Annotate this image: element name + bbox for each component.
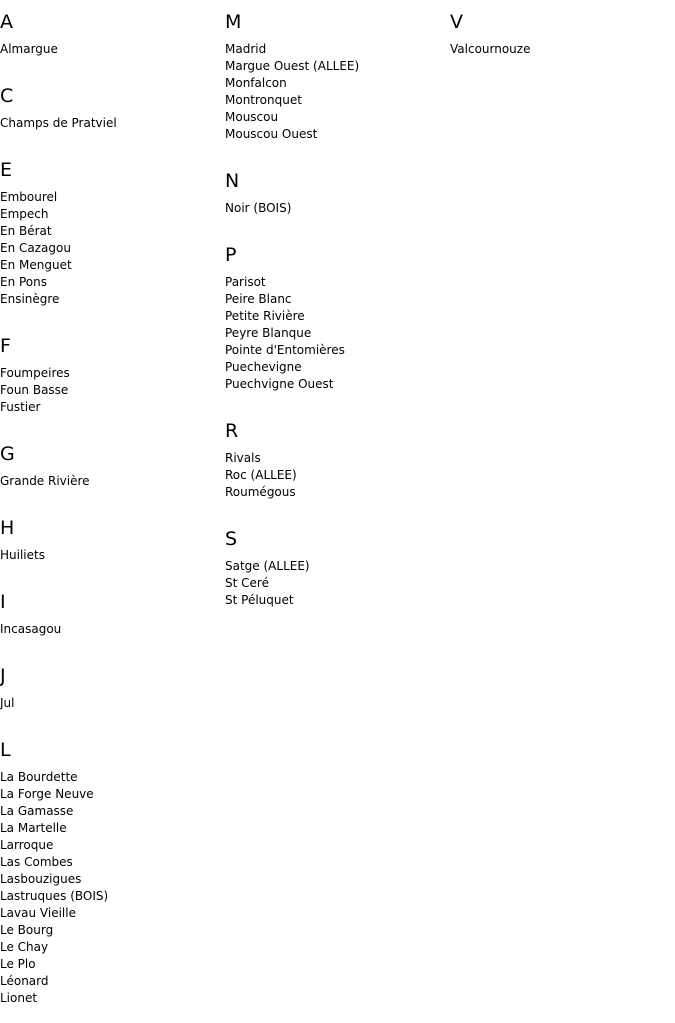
place-list [0,473,220,490]
place-link[interactable]: St Péluquet [225,593,294,607]
place-link[interactable]: Satge (ALLEE) [225,559,310,573]
place-link[interactable]: Rivals [225,451,261,465]
place-link[interactable]: Lavau Vieille [0,906,76,920]
place-link[interactable]: Montronquet [225,93,302,107]
letter-heading: G [0,443,15,465]
letter-group-p [225,233,445,393]
place-link[interactable]: En Bérat [0,224,52,238]
place-link[interactable]: En Menguet [0,258,72,272]
letter-group-n [225,159,445,217]
place-link[interactable]: Madrid [225,42,267,56]
place-link[interactable]: Valcournouze [450,42,531,56]
letter-group-m [225,0,445,143]
index-column [0,0,220,1023]
letter-heading: P [225,244,237,266]
place-link[interactable]: Monfalcon [225,76,287,90]
place-link[interactable]: Jul [0,696,15,710]
letter-group-r [225,409,445,501]
place-link[interactable]: La Bourdette [0,770,78,784]
place-link[interactable]: Le Bourg [0,923,54,937]
place-link[interactable]: Petite Rivière [225,309,305,323]
letter-heading: S [225,528,238,550]
place-link[interactable]: Fustier [0,400,41,414]
letter-group-f [0,324,220,416]
letter-heading: V [450,11,463,33]
place-link[interactable]: Mouscou Ouest [225,127,318,141]
place-link[interactable]: Champs de Pratviel [0,116,117,130]
letter-heading: J [0,665,6,687]
place-link[interactable]: Foumpeires [0,366,70,380]
letter-heading: F [0,335,11,357]
letter-group-g [0,432,220,490]
place-link[interactable]: Puechvigne Ouest [225,377,334,391]
place-link[interactable]: Incasagou [0,622,62,636]
place-link[interactable]: Lionet [0,991,38,1005]
letter-heading: I [0,591,6,613]
index-column [450,0,670,74]
place-link[interactable]: La Gamasse [0,804,74,818]
place-link[interactable]: La Forge Neuve [0,787,94,801]
place-link[interactable]: Grande Rivière [0,474,90,488]
place-list [225,200,445,217]
place-link[interactable]: Las Combes [0,855,73,869]
place-link[interactable]: Foun Basse [0,383,69,397]
index-column [225,0,445,625]
place-link[interactable]: Almargue [0,42,58,56]
letter-group-v [450,0,670,58]
place-list [0,41,220,58]
place-link[interactable]: Huiliets [0,548,45,562]
letter-group-a [0,0,220,58]
place-link[interactable]: Pointe d'Entomières [225,343,345,357]
letter-group-l [0,728,220,1007]
letter-heading: E [0,159,13,181]
place-link[interactable]: Léonard [0,974,49,988]
place-link[interactable]: La Martelle [0,821,67,835]
place-list [0,115,220,132]
place-link[interactable]: Parisot [225,275,266,289]
place-list [225,274,445,393]
place-link[interactable]: Margue Ouest (ALLEE) [225,59,360,73]
place-list [0,695,220,712]
place-link[interactable]: En Cazagou [0,241,71,255]
place-link[interactable]: Le Plo [0,957,36,971]
letter-heading: A [0,11,13,33]
letter-group-h [0,506,220,564]
place-list [0,769,220,1007]
place-link[interactable]: Larroque [0,838,54,852]
place-link[interactable]: Peyre Blanque [225,326,312,340]
letter-heading: M [225,11,242,33]
place-link[interactable]: Empech [0,207,49,221]
place-list [225,41,445,143]
letter-group-s [225,517,445,609]
letter-heading: R [225,420,239,442]
place-link[interactable]: Roc (ALLEE) [225,468,297,482]
letter-group-e [0,148,220,308]
place-list [0,365,220,416]
letter-group-c [0,74,220,132]
place-link[interactable]: Roumégous [225,485,296,499]
place-link[interactable]: Peire Blanc [225,292,292,306]
letter-heading: N [225,170,240,192]
place-list [0,189,220,308]
letter-group-j [0,654,220,712]
place-link[interactable]: Le Chay [0,940,49,954]
place-list [450,41,670,58]
place-list [0,621,220,638]
place-link[interactable]: Mouscou [225,110,279,124]
place-list [225,558,445,609]
letter-heading: L [0,739,11,761]
place-link[interactable]: Embourel [0,190,58,204]
place-link[interactable]: En Pons [0,275,48,289]
place-link[interactable]: Ensinègre [0,292,60,306]
letter-group-i [0,580,220,638]
place-list [0,547,220,564]
letter-heading: H [0,517,15,539]
place-link[interactable]: St Ceré [225,576,269,590]
place-list [225,450,445,501]
place-link[interactable]: Noir (BOIS) [225,201,292,215]
place-link[interactable]: Puechevigne [225,360,302,374]
place-link[interactable]: Lasbouzigues [0,872,82,886]
letter-heading: C [0,85,14,107]
place-link[interactable]: Lastruques (BOIS) [0,889,109,903]
